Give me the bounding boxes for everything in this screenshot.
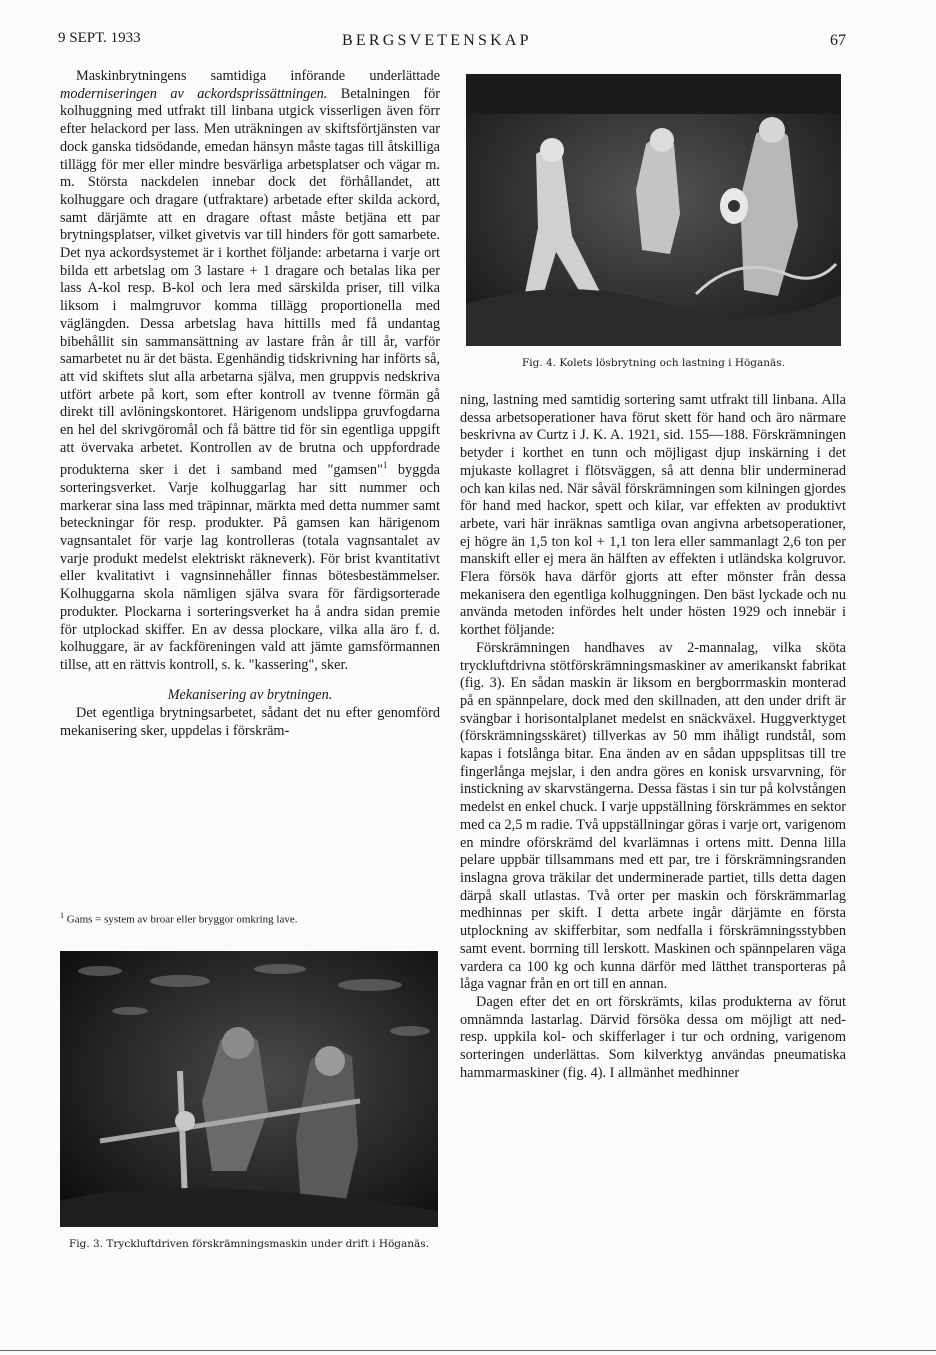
figure-4-photo xyxy=(466,74,841,346)
figure-3-photo xyxy=(60,951,438,1227)
paragraph: Förskrämningen handhaves av 2-mannalag, vilka sköta tryckluftdrivna stötförskrämningsmaskiner av amerikanskt fabrikat (fig. 3). En sådan maskin är liksom en bergborrmaskin monterad på en spännpelare, dock med den skillnaden, att den under drift är svängbar i horisontalplanet medelst en snäckväxel. Huggverktyget (förskrämningsskäret) tillverkas av 50 mm ihåligt rundstål, som kapas i fotslånga bitar. Ena änden av en sådan uppsplitsas till tre fingerlånga mejslar, i den andra göres en konisk ursvarvning, för instickning av skarvstängerna. Dessa fästas i sin tur på kolvstången medelst en enkel chuck. I varje uppställning förskrämmes en sektor med ca 2,5 m radie. Två uppställningar göras i varje ort, varigenom en mindre oförskrämd del kvarlämnas i ortens mitt. Denna lilla pelare uppbär tillsammans med ett par, tre i förskrämningsranden inslagna grova träkilar det underminerade partiet, tills detta dagen därpå skall utlastas. Två orter per maskin och förskrämmarlag medhinnas per skift. I detta arbete ingår därjämte en första utplockning av skifferbitar, som nedfalla i förskrämningsstybben samt event. borrning till lerskott. Maskinen och spännpelaren väga vardera ca 100 kg och kunna därför med lätthet transporteras på låga vagnar från en ort till en annan. xyxy=(460,639,846,993)
paragraph: ning, lastning med samtidig sortering samt utfrakt till linbana. Alla dessa arbetsoperationer hava förut skett för hand och äro närmare beskrivna av Curtz i J. K. A. 1921, sid. 155—188. Förskrämningen betyder i korthet en tunn och möjligast djup inskärning i det mjukaste kollagret i flötsväggen, så att denna blir underminerad och kan kilas ned. När såväl förskrämningen som kilningen gjordes för hand med hackor, spett och kilar, var effekten av produktivt arbete, vari här inräknas samtliga ovan angivna arbetsoperationer, ej högre än 1,5 ton kol + 1,1 ton lera eller sammanlagt 2,6 ton per manskift eller ej mera än hälften av effekten i utländska kolgruvor. Flera försök hava därför gjorts att efter mönster från dessa mekanisera den egentliga kolhuggningen. Den bäst lyckade och nu använda metoden infördes helt under hösten 1929 och innebär i korthet följande: xyxy=(460,392,846,639)
footnote-text: Gams = system av broar eller bryggor omkring lave. xyxy=(64,913,298,926)
paragraph xyxy=(60,68,440,675)
bottom-rule xyxy=(0,1350,936,1351)
paragraph: Det egentliga brytningsarbetet, sådant det nu efter genomförd mekanisering sker, uppdelas i förskräm- xyxy=(60,705,440,740)
text-run: Betalningen för kolhuggning med utfrakt till linbana utgick visserligen även förr efter helackord per lass. Men uträkningen av skiftsförtjänsten var dock ganska tidsödande, emedan hänsyn måste tagas till åtskilliga tillägg för mer eller mindre besvärliga arbetsplatser och vägar m. m. Största nackdelen innebar dock det förhållandet, att kolhuggare och dragare (utfraktare) arbetade efter skilda ackord, samt därjämte att en dragare oftast måste betjäna ett par brytningsplatser, vilket givetvis var till hinders för gott samarbete. Det nya ackordsystemet är i korthet följande: arbetarna i varje ort bilda ett arbetslag om 3 lastare + 1 dragare och betalas lika per lass A-kol resp. B-kol och lera med särskilda priser, till vilka liksom i malmgruvor komma tillägg proportionella med väglängden. Dessa arbetslag hava hittills med få undantag bibehållit sin sammansättning av lastare från år till år, varför samarbetet nu är det bästa. Egenhändig tidskrivning har införts så, att vid skiftets slut alla arbetarna själva, men gruppvis nedskriva utfört arbete på kort, som efter kontroll av tvenne förmän gå direkt till avlöningskontoret. Härigenom undslippa gruvfogdarna en hel del skrivgöromål och få bättre tid för sin egentliga uppgift att övervaka arbetet. Kontrollen av de brutna och uppfordrade produkterna sker i det i samband med "gamsen" xyxy=(60,85,440,479)
page-header xyxy=(0,30,936,54)
footnote-ref: 1 xyxy=(382,460,388,471)
section-subheading: Mekanisering av brytningen. xyxy=(167,686,333,703)
emphasis-text: moderniseringen av ackordsprissättningen. xyxy=(60,85,328,102)
footnote-mark: 1 xyxy=(60,911,64,920)
issue-date: 9 SEPT. 1933 xyxy=(58,30,141,46)
text-run: Maskinbrytningens samtidiga införande underlättade xyxy=(76,68,440,84)
footnote xyxy=(60,909,440,927)
page-number: 67 xyxy=(830,32,846,49)
coal-loading-photo xyxy=(466,74,841,346)
paragraph: Dagen efter det en ort förskrämts, kilas produkterna av förut omnämnda lastarlag. Därvid försöka dessa om möjligt att ned- resp. uppkila kol- och skifferlager i tur och ordning, varigenom sorteringen underlättas. Som kilverktyg användas pneumatiska hammarmaskiner (fig. 4). I allmänhet medhinner xyxy=(460,993,846,1081)
left-column xyxy=(60,68,440,741)
figure-4-caption: Fig. 4. Kolets lösbrytning och lastning i Höganäs. xyxy=(521,357,786,369)
figure-3-caption: Fig. 3. Tryckluftdriven förskrämningsmaskin under drift i Höganäs. xyxy=(68,1238,430,1250)
right-column xyxy=(460,392,846,1082)
text-run: byggda sorteringsverket. Varje kolhuggarlag har sitt nummer och markerar sina lass med träpinnar, märkta med detta nummer samt beteckningar för resp. produkter. På gamsen kan härigenom vagnsantalet för varje lag kontrolleras (totala vagnsantalet av varje produkt medelst elektriskt räkneverk). För brist kvantitativt eller kvalitativt i vagnsinnehåller finnas bötesbestämmelser. Kolhuggarna skola nämligen själva svara för färdigsorterade produkter. Plockarna i sorteringsverket ha å andra sidan premie för utplockad skiffer. En av dessa plockare, vilka alla äro f. d. kolhuggare, är av fackföreningen vald att jämte gamsförmannen tillse, att en rättvis kontroll, s. k. "kassering", sker. xyxy=(60,462,440,673)
journal-title: BERGSVETENSKAP xyxy=(342,32,532,49)
mining-machine-photo xyxy=(60,951,438,1227)
